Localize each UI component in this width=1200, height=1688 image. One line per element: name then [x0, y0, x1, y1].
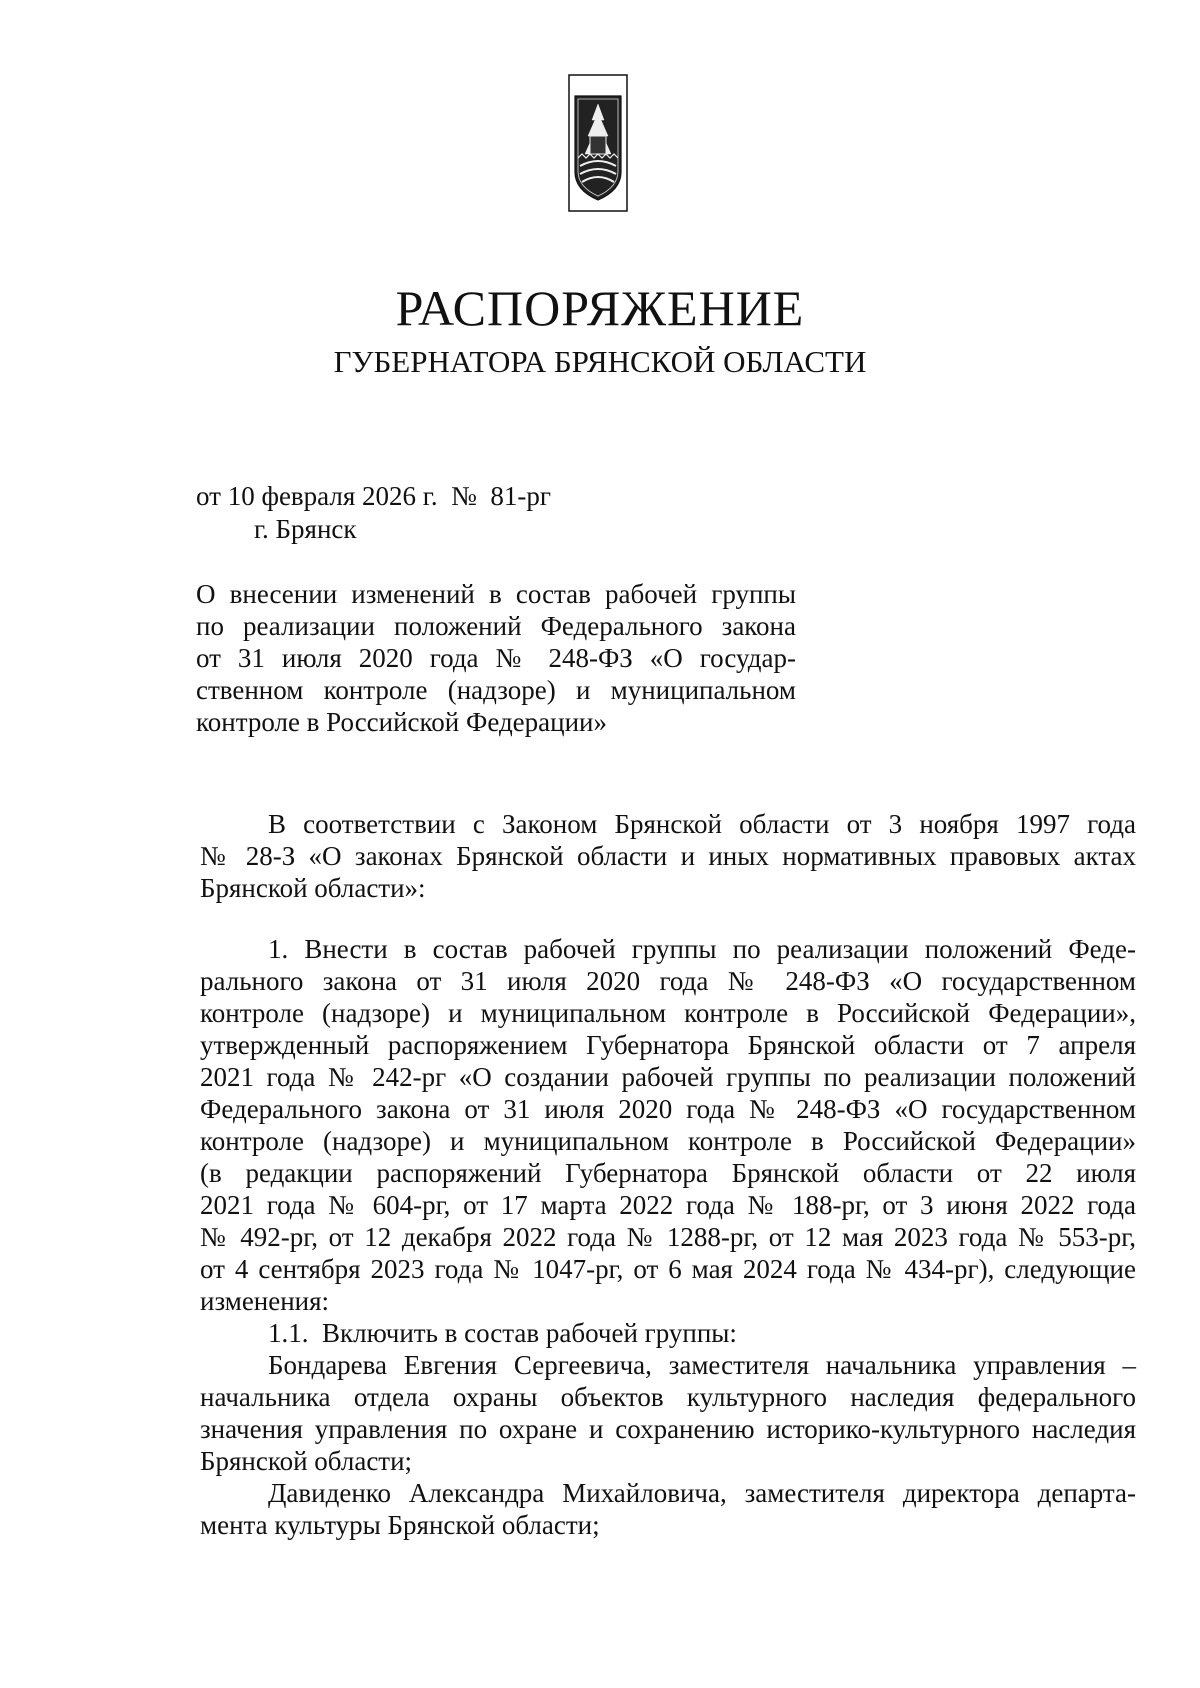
body-line: контроле (надзоре) и муниципальном контроле в Российской Федерации»,	[200, 998, 1136, 1028]
subject-line: ственном контроле (надзоре) и муниципальном	[196, 675, 796, 705]
subject-line: по реализации положений Федерального закона	[196, 611, 796, 641]
body-line: контроле (надзоре) и муниципальном контроле в Российской Федерации»	[200, 1126, 1136, 1156]
document-subtitle: ГУБЕРНАТОРА БРЯНСКОЙ ОБЛАСТИ	[333, 344, 867, 379]
body-line: 2021 года № 242-рг «О создании рабочей группы по реализации положений	[200, 1062, 1136, 1092]
item-1-paragraph	[200, 933, 1136, 1541]
document-title: РАСПОРЯЖЕНИЕ	[395, 280, 805, 336]
member-davidenko-line: Давиденко Александра Михайловича, заместителя директора департа-	[268, 1478, 1136, 1508]
body-line: начальника отдела охраны объектов культурного наследия федерального	[200, 1382, 1136, 1412]
body-line: от 4 сентября 2023 года № 1047-рг, от 6 мая 2024 года № 434-рг), следующие	[200, 1254, 1136, 1284]
body-line: значения управления по охране и сохранению историко-культурного наследия	[200, 1414, 1136, 1444]
subject-line: контроле в Российской Федерации»	[196, 707, 607, 737]
body-line: № 492-рг, от 12 декабря 2022 года № 1288-рг, от 12 мая 2023 года № 553-рг,	[200, 1222, 1136, 1252]
member-bondarev-line: Бондарева Евгения Сергеевича, заместителя начальника управления –	[268, 1350, 1136, 1380]
body-line: (в редакции распоряжений Губернатора Брянской области от 22 июля	[200, 1158, 1136, 1188]
subject-line: от 31 июля 2020 года № 248-ФЗ «О государ-	[196, 643, 796, 673]
body-line: 2021 года № 604-рг, от 17 марта 2022 года № 188-рг, от 3 июня 2022 года	[200, 1190, 1136, 1220]
body-line: изменения:	[200, 1286, 330, 1316]
subject-line: О внесении изменений в состав рабочей группы	[196, 579, 796, 609]
body-line: Брянской области»:	[200, 873, 426, 903]
body-line: № 28-З «О законах Брянской области и иных нормативных правовых актах	[200, 841, 1136, 871]
body-line: мента культуры Брянской области;	[200, 1510, 600, 1540]
body-line: рального закона от 31 июля 2020 года № 248-ФЗ «О государственном	[200, 966, 1136, 996]
preamble-paragraph	[200, 808, 1136, 904]
coat-of-arms-emblem	[568, 74, 628, 212]
body-line: В соответствии с Законом Брянской области от 3 ноября 1997 года	[268, 809, 1136, 839]
body-line: 1. Внести в состав рабочей группы по реализации положений Феде-	[268, 934, 1136, 964]
body-line: утвержденный распоряжением Губернатора Брянской области от 7 апреля	[200, 1030, 1136, 1060]
date-number-line: от 10 февраля 2026 г. № 81-рг	[196, 481, 551, 511]
document-subject	[196, 578, 796, 738]
city-line: г. Брянск	[254, 514, 357, 544]
body-line: Брянской области;	[200, 1446, 413, 1476]
body-line: Федерального закона от 31 июля 2020 года № 248-ФЗ «О государственном	[200, 1094, 1136, 1124]
subitem-1-1: 1.1. Включить в состав рабочей группы:	[268, 1318, 737, 1348]
